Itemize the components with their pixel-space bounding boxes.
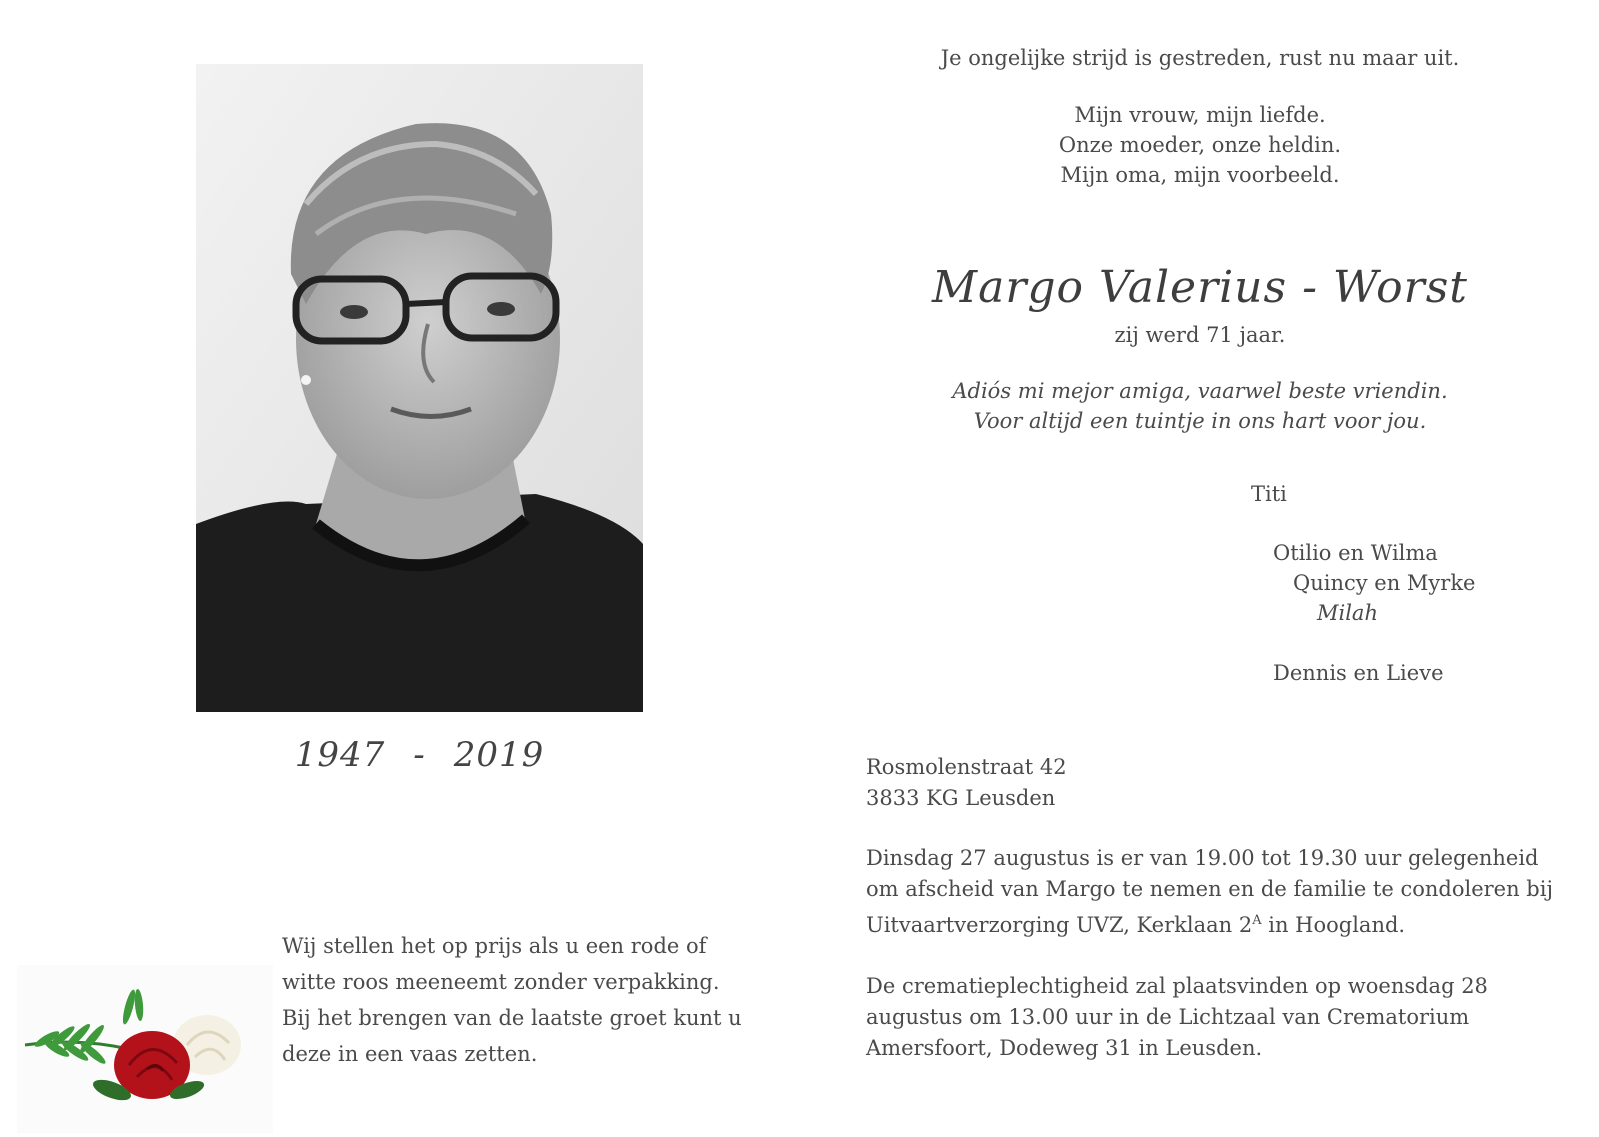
poem [880, 100, 1520, 190]
family-line-3: Milah [1317, 601, 1378, 625]
birth-year: 1947 [294, 735, 386, 775]
visitation-text-end: in Hoogland. [1261, 913, 1406, 937]
life-years [196, 735, 643, 775]
death-year: 2019 [453, 735, 545, 775]
poem-line: Onze moeder, onze heldin. [1058, 133, 1342, 157]
portrait-photo [196, 64, 643, 712]
visitation-text: Dinsdag 27 augustus is er van 19.00 tot 19.30 uur gelegenheid om afscheid van Margo te nemen en de familie te condoleren bij Uitvaartverzorging UVZ, Kerklaan 2 [866, 846, 1553, 937]
age-text: zij werd 71 jaar. [1114, 323, 1286, 347]
visitation-paragraph [866, 843, 1566, 941]
family-line-4: Dennis en Lieve [1273, 661, 1444, 685]
farewell-line: Adiós mi mejor amiga, vaarwel beste vriendin. [952, 379, 1448, 403]
deceased-name: Margo Valerius - Worst [932, 262, 1468, 313]
poem-line: Mijn oma, mijn voorbeeld. [1060, 163, 1340, 187]
family-titi: Titi [1251, 482, 1287, 506]
address [866, 752, 1067, 814]
cremation-paragraph: De crematieplechtigheid zal plaatsvinden op woensdag 28 augustus om 13.00 uur in de Lichtzaal van Crematorium Amersfoort, Dodeweg 31 in Leusden. [866, 974, 1488, 1060]
family-line-1: Otilio en Wilma [1273, 541, 1438, 565]
flower-note: Wij stellen het op prijs als u een rode of witte roos meeneemt zonder verpakking. Bij het brengen van de laatste groet kunt u deze in een vaas zetten. [282, 934, 742, 1066]
motto: Je ongelijke strijd is gestreden, rust nu maar uit. [940, 46, 1460, 70]
farewell-line: Voor altijd een tuintje in ons hart voor jou. [973, 409, 1427, 433]
year-separator: - [413, 735, 426, 775]
address-city: 3833 KG Leusden [866, 786, 1056, 810]
address-street: Rosmolenstraat 42 [866, 755, 1067, 779]
poem-line: Mijn vrouw, mijn liefde. [1074, 103, 1326, 127]
farewell [880, 376, 1520, 436]
rose-image [17, 965, 273, 1133]
house-number-suffix: A [1252, 913, 1262, 928]
family-line-2: Quincy en Myrke [1293, 571, 1476, 595]
